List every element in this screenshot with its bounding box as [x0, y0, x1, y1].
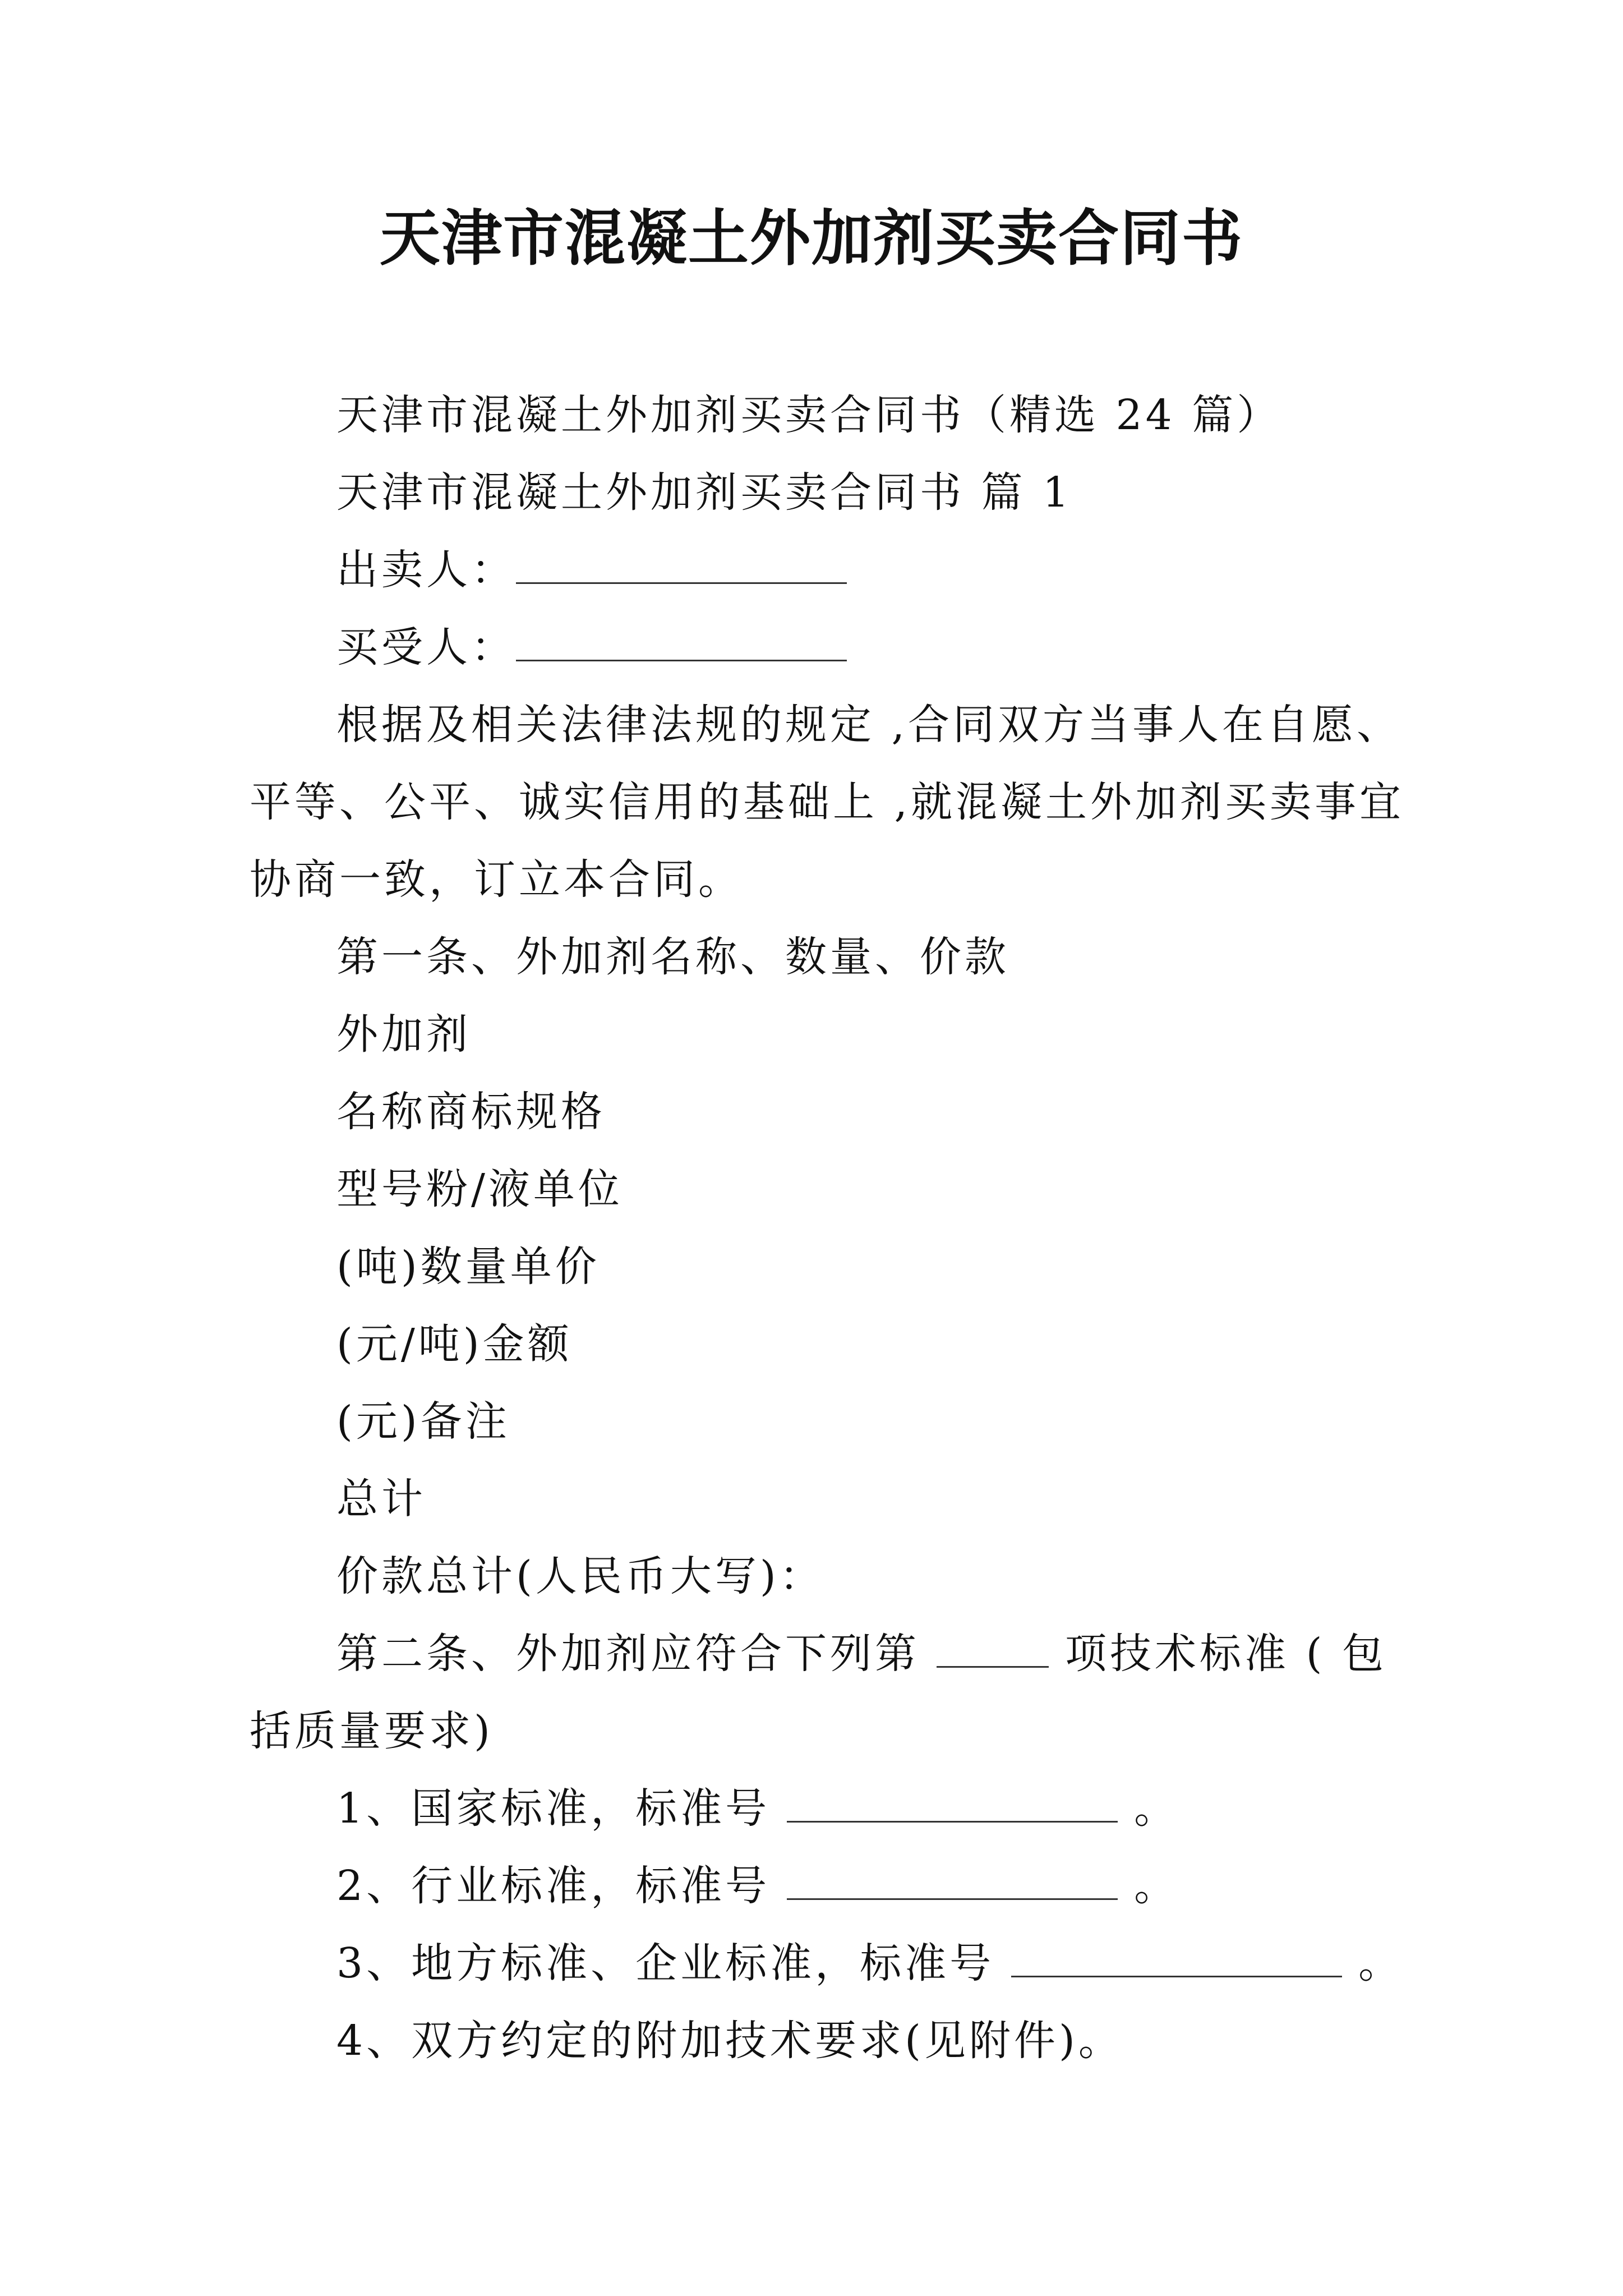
- table-text-line: 总计: [336, 1475, 426, 1523]
- table-text-line: 外加剂: [336, 1010, 471, 1059]
- article-two-text: 第二条、外加剂应符合下列第: [336, 1630, 920, 1678]
- standard-item-blank: [937, 1632, 1049, 1668]
- standard-number-blank: [787, 1787, 1118, 1823]
- article-heading: [336, 1626, 1387, 1682]
- period: 。: [1358, 1939, 1404, 1987]
- standard-number-blank: [787, 1865, 1118, 1900]
- standard-line: [336, 1780, 1179, 1837]
- period: 。: [1134, 1862, 1179, 1910]
- paragraph-line: 平等、公平、诚实信用的基础上 ,就混凝土外加剂买卖事宜: [250, 778, 1405, 826]
- standard-label: 2、行业标准，标准号: [336, 1862, 771, 1910]
- standard-line: [336, 1935, 1403, 1991]
- table-text-line: (元/吨)金额: [336, 1320, 573, 1368]
- buyer-label: 买受人：: [336, 623, 516, 671]
- table-text-line: (元)备注: [336, 1397, 510, 1446]
- paragraph-line: 4、双方约定的附加技术要求(见附件)。: [336, 2017, 1123, 2065]
- buyer-line: [336, 619, 847, 675]
- article-heading: 第一条、外加剂名称、数量、价款: [336, 933, 1009, 981]
- article-two-text-cont: 项技术标准 ( 包: [1065, 1630, 1387, 1678]
- standard-number-blank: [1011, 1942, 1342, 1977]
- buyer-blank: [516, 626, 847, 661]
- standard-line: [336, 1858, 1179, 1914]
- standard-label: 3、地方标准、企业标准，标准号: [336, 1939, 995, 1987]
- table-text-line: 型号粉/液单位: [336, 1165, 623, 1213]
- table-text-line: (吨)数量单价: [336, 1243, 600, 1291]
- period: 。: [1134, 1784, 1179, 1833]
- seller-label: 出卖人：: [336, 546, 516, 594]
- paragraph-line: 根据及相关法律法规的规定 ,合同双方当事人在自愿、: [336, 701, 1402, 749]
- seller-line: [336, 542, 847, 598]
- document-title: 天津市混凝土外加剂买卖合同书: [379, 203, 1243, 274]
- table-text-line: 名称商标规格: [336, 1088, 606, 1136]
- doc-subtitle: 天津市混凝土外加剂买卖合同书（精选 24 篇）: [336, 391, 1282, 439]
- total-price-line: 价款总计(人民币大写)：: [336, 1552, 824, 1600]
- paragraph-line: 协商一致，订立本合同。: [250, 855, 743, 904]
- seller-blank: [516, 549, 847, 584]
- doc-section-heading: 天津市混凝土外加剂买卖合同书 篇 1: [336, 468, 1073, 517]
- standard-label: 1、国家标准，标准号: [336, 1784, 771, 1833]
- paragraph-line: 括质量要求): [250, 1707, 494, 1755]
